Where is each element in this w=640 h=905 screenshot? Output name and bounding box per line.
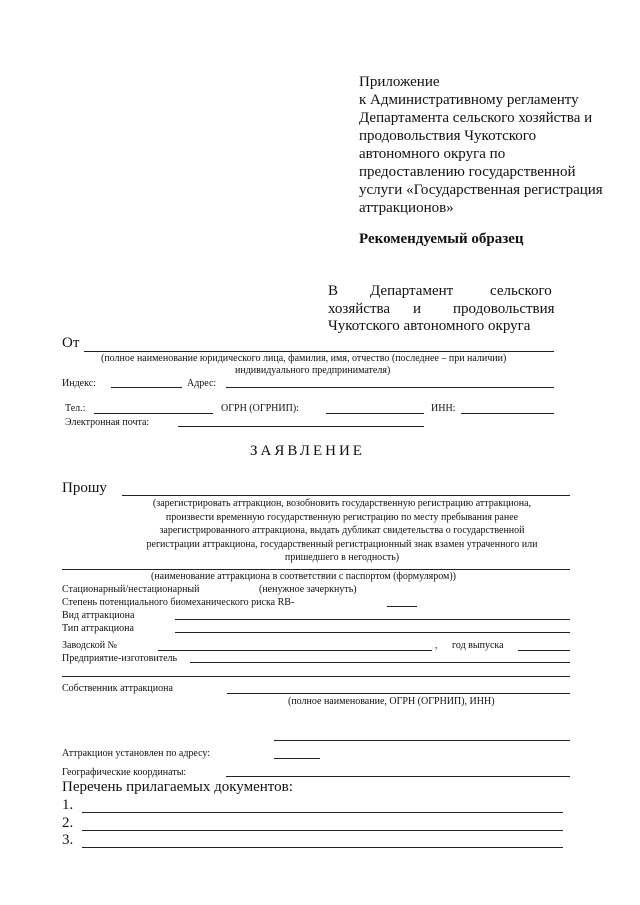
manufacturer-label: Предприятие-изготовитель	[62, 653, 178, 664]
coords-field-line[interactable]	[226, 776, 570, 777]
serial-label: Заводской №	[62, 640, 118, 651]
request-label: Прошу	[62, 480, 107, 496]
manufacturer-extra-line[interactable]	[62, 676, 570, 677]
addressee-word: сельского	[490, 283, 552, 299]
kind-label: Вид аттракциона	[62, 610, 135, 621]
ogrn-field-line[interactable]	[326, 413, 424, 414]
appendix-line: продовольствия Чукотского	[359, 128, 537, 144]
attraction-name-line[interactable]	[62, 569, 570, 570]
attraction-name-hint: (наименование аттракциона в соответствии с паспортом (формуляром))	[151, 571, 457, 582]
request-hint-line: зарегистрированного аттракциона, выдать дубликат свидетельства о государственной	[159, 525, 525, 536]
addressee-word: Департамент	[370, 283, 454, 299]
addressee-word: хозяйства	[328, 301, 391, 317]
document-line-1[interactable]	[82, 812, 563, 813]
request-hint-line: регистрации аттракциона, государственный регистрационный знак взамен утраченного или	[146, 538, 538, 550]
appendix-line: к Административному регламенту	[359, 92, 579, 108]
document-number: 3.	[62, 832, 74, 848]
index-label: Индекс:	[62, 378, 96, 389]
phone-field-line[interactable]	[94, 413, 213, 414]
document-line-3[interactable]	[82, 847, 563, 848]
risk-field-line[interactable]	[387, 606, 417, 607]
inn-field-line[interactable]	[461, 413, 554, 414]
owner-label: Собственник аттракциона	[62, 683, 173, 694]
document-number: 1.	[62, 797, 74, 813]
appendix-line: аттракционов»	[359, 200, 454, 216]
year-field-line[interactable]	[518, 650, 570, 651]
document-line-2[interactable]	[82, 830, 563, 831]
stationary-label: Стационарный/нестационарный	[62, 584, 200, 595]
appendix-line: Департамента сельского хозяйства и	[359, 110, 593, 126]
installed-address-line[interactable]	[274, 740, 570, 741]
from-label: От	[62, 335, 80, 351]
installed-label: Аттракцион установлен по адресу:	[62, 748, 211, 759]
request-hint-line: пришедшего в негодность)	[284, 552, 400, 563]
serial-field-line[interactable]	[158, 650, 432, 651]
inn-label: ИНН:	[431, 403, 456, 414]
owner-field-line[interactable]	[227, 693, 570, 694]
ogrn-label: ОГРН (ОГРНИП):	[221, 403, 299, 414]
documents-heading: Перечень прилагаемых документов:	[62, 779, 293, 795]
type-label: Тип аттракциона	[62, 623, 134, 634]
year-label: год выпуска	[452, 640, 504, 651]
strike-hint: (ненужное зачеркнуть)	[259, 584, 357, 595]
from-hint: (полное наименование юридического лица, фамилия, имя, отчество (последнее – при наличии)	[101, 353, 507, 364]
addressee-word: В	[328, 283, 339, 299]
request-hint-line: произвести временную государственную регистрацию по месту пребывания ранее	[165, 511, 519, 523]
appendix-line: услуги «Государственная регистрация	[359, 182, 603, 198]
appendix-line: предоставлению государственной	[359, 164, 576, 180]
email-field-line[interactable]	[178, 426, 424, 427]
appendix-line: автономного округа по	[359, 146, 506, 162]
address-field-line[interactable]	[226, 387, 554, 388]
index-field-line[interactable]	[111, 387, 182, 388]
from-hint: индивидуального предпринимателя)	[235, 365, 391, 376]
serial-comma: ,	[435, 640, 438, 651]
document-title: ЗАЯВЛЕНИЕ	[250, 443, 365, 459]
from-field-line[interactable]	[84, 351, 554, 352]
addressee-line: Чукотского автономного округа	[328, 318, 531, 334]
type-field-line[interactable]	[175, 632, 570, 633]
kind-field-line[interactable]	[175, 619, 570, 620]
sample-label: Рекомендуемый образец	[359, 231, 524, 247]
coords-label: Географические координаты:	[62, 767, 187, 778]
address-label: Адрес:	[187, 378, 217, 389]
request-field-line[interactable]	[122, 495, 570, 496]
document-number: 2.	[62, 815, 74, 831]
risk-label: Степень потенциального биомеханического риска RB-	[62, 597, 295, 608]
appendix-block	[359, 73, 603, 217]
addressee-word: продовольствия	[453, 301, 555, 317]
owner-hint: (полное наименование, ОГРН (ОГРНИП), ИНН)	[288, 696, 495, 707]
manufacturer-field-line[interactable]	[190, 662, 570, 663]
email-label: Электронная почта:	[65, 417, 150, 428]
phone-label: Тел.:	[65, 403, 86, 414]
addressee-word: и	[413, 301, 422, 317]
request-hint	[112, 497, 572, 565]
installed-field-line[interactable]	[274, 758, 320, 759]
request-hint-line: (зарегистрировать аттракцион, возобновить государственную регистрацию аттракциона,	[152, 498, 532, 509]
appendix-line: Приложение	[359, 74, 440, 90]
